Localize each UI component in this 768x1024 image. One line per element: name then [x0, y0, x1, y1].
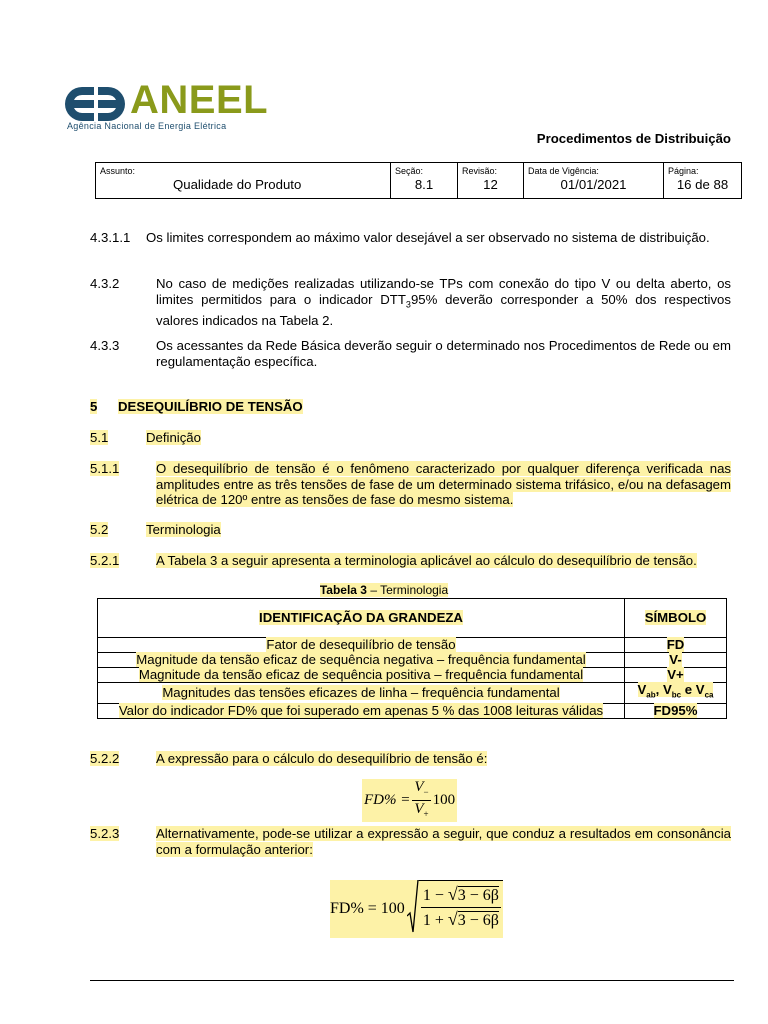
item-number-4-3-2: 4.3.2 — [90, 276, 120, 291]
section-number-5-1: 5.1 — [90, 430, 109, 445]
table-cell-symbol: FD95% — [625, 703, 727, 718]
logo-wordmark: ANEEL — [130, 78, 269, 122]
item-number-4-3-3: 4.3.3 — [90, 338, 120, 353]
paragraph-4-3-2-subscript: 3 — [405, 299, 411, 310]
item-number-5-2-3: 5.2.3 — [90, 826, 120, 841]
equation-fraction: $\frac{V_-}{V_+}$ — [414, 779, 429, 819]
header-revisao-cell — [458, 163, 524, 199]
equation2-lhs: FD% = 100 — [330, 900, 405, 917]
table-header-grandeza: IDENTIFICAÇÃO DA GRANDEZA — [98, 599, 625, 638]
table-cell-desc: Magnitude da tensão eficaz de sequência positiva – frequência fundamental — [98, 668, 625, 683]
logo-subtitle: Agência Nacional de Energia Elétrica — [67, 121, 227, 131]
item-number-4-3-1-1: 4.3.1.1 — [90, 230, 131, 245]
header-vigencia-label: Data de Vigência: — [528, 166, 599, 176]
header-pagina-label: Página: — [668, 166, 699, 176]
table-cell-desc: Magnitude da tensão eficaz de sequência negativa – frequência fundamental — [98, 653, 625, 668]
header-vigencia-cell — [524, 163, 664, 199]
table-3-caption: Tabela 3 – Terminologia — [319, 583, 449, 597]
header-pagina-value: 16 de 88 — [676, 177, 729, 192]
paragraph-5-2-2: A expressão para o cálculo do desequilíbrio de tensão é: — [156, 751, 488, 766]
table-row — [98, 638, 727, 653]
paragraph-4-3-2-part-b: 95% deverão corresponder a 50% dos respectivos valores indicados na Tabela 2. — [156, 291, 731, 328]
header-secao-value: 8.1 — [414, 177, 434, 192]
paragraph-4-3-1-1: Os limites correspondem ao máximo valor desejável a ser observado no sistema de distribuição. — [146, 230, 710, 245]
header-revisao-value: 12 — [483, 177, 498, 192]
table-row — [98, 653, 727, 668]
header-assunto-value: Qualidade do Produto — [173, 177, 302, 192]
equation-lhs: FD% = — [364, 792, 411, 808]
paragraph-4-3-2-part-a: No caso de medições realizadas utilizando-se TPs com conexão do tipo V ou delta aberto, os limites permitidos para o indicador DTT — [156, 276, 731, 307]
aneel-logo-mark-icon — [64, 86, 126, 122]
table-cell-symbol: FD — [625, 638, 727, 653]
table-row — [98, 668, 727, 683]
table-cell-desc: Magnitudes das tensões eficazes de linha – frequência fundamental — [98, 683, 625, 704]
document-title: Procedimentos de Distribuição — [536, 131, 731, 146]
equation2-sqrt: 1 − √3 − 6β 1 + √3 − 6β — [407, 880, 503, 938]
footer-divider — [90, 980, 734, 981]
sqrt-symbol-icon — [407, 880, 419, 938]
document-header-table — [95, 162, 742, 199]
table-row — [98, 683, 727, 704]
table-cell-desc: Valor do indicador FD% que foi superado em apenas 5 % das 1008 leituras válidas — [98, 703, 625, 718]
header-pagina-cell — [664, 163, 742, 199]
equation-fd-percent — [362, 779, 457, 822]
header-assunto-label: Assunto: — [100, 166, 136, 176]
item-number-5-1-1: 5.1.1 — [90, 461, 120, 476]
section-number-5: 5 — [90, 399, 98, 414]
aneel-logo — [64, 78, 269, 134]
table-cell-symbol: $V_{ab}$, $V_{bc}$ e $V_{ca}$ — [625, 683, 727, 704]
terminology-table — [97, 598, 727, 719]
table-header-simbolo: SÍMBOLO — [625, 599, 727, 638]
header-assunto-cell — [96, 163, 391, 199]
table-cell-symbol: V- — [625, 653, 727, 668]
header-vigencia-value: 01/01/2021 — [560, 177, 627, 192]
table-cell-symbol: V+ — [625, 668, 727, 683]
paragraph-5-2-1: A Tabela 3 a seguir apresenta a terminologia aplicável ao cálculo do desequilíbrio de tensão. — [156, 553, 697, 568]
section-title-5: DESEQUILÍBRIO DE TENSÃO — [118, 399, 303, 414]
paragraph-5-1-1: O desequilíbrio de tensão é o fenômeno caracterizado por qualquer diferença verificada nas amplitudes entre as três tensões de fase de um determinado sistema trifásico, e/ou na defasagem elétrica de 120º entre as tensões de fase do mesmo sistema. — [156, 461, 731, 507]
paragraph-5-2-3: Alternativamente, pode-se utilizar a expressão a seguir, que conduz a resultados em consonância com a formulação anterior: — [156, 826, 731, 857]
table-header-row — [98, 599, 727, 638]
header-secao-label: Seção: — [395, 166, 424, 176]
section-title-5-1: Definição — [146, 430, 201, 445]
header-revisao-label: Revisão: — [462, 166, 498, 176]
item-number-5-2-2: 5.2.2 — [90, 751, 120, 766]
section-title-5-2: Terminologia — [146, 522, 221, 537]
equation-fd-alternative — [330, 880, 503, 938]
header-secao-cell — [391, 163, 458, 199]
paragraph-4-3-2 — [156, 276, 731, 328]
equation-factor: 100 — [432, 792, 456, 808]
table-cell-desc: Fator de desequilíbrio de tensão — [98, 638, 625, 653]
item-number-5-2-1: 5.2.1 — [90, 553, 120, 568]
section-number-5-2: 5.2 — [90, 522, 109, 537]
table-row — [98, 703, 727, 718]
paragraph-4-3-3: Os acessantes da Rede Básica deverão seguir o determinado nos Procedimentos de Rede ou em regulamentação específica. — [156, 338, 731, 369]
